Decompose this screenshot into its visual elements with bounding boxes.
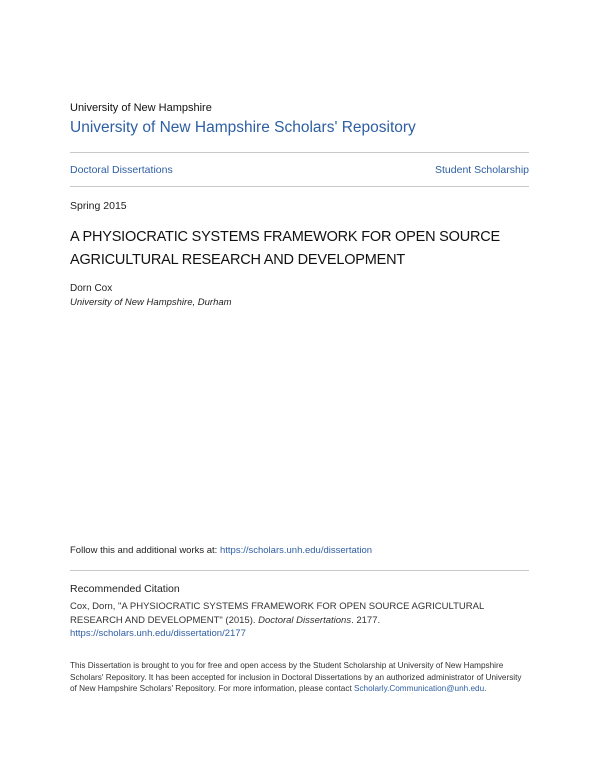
- author-name: Dorn Cox: [70, 283, 113, 294]
- citation-text: Cox, Dorn, "A PHYSIOCRATIC SYSTEMS FRAMEWORK FOR OPEN SOURCE AGRICULTURAL RESEARCH AND DEVELOPMENT" (2015).: [70, 601, 484, 626]
- contact-email-link[interactable]: Scholarly.Communication@unh.edu: [354, 684, 485, 693]
- footer-text: This Dissertation is brought to you for free and open access by the Student Scholarship at University of New Hampshire Scholars' Repository. It has been accepted for inclusion in Doctoral Dissertations by an authorized administrator of University of New Hampshire Scholars' Repository. For more information, please contact: [70, 661, 522, 693]
- follow-line: [70, 545, 372, 556]
- follow-url-link[interactable]: https://scholars.unh.edu/dissertation: [219, 545, 373, 556]
- divider-top: [70, 152, 529, 153]
- author-affiliation: University of New Hampshire, Durham: [70, 297, 232, 308]
- student-scholarship-link[interactable]: Student Scholarship: [435, 164, 529, 176]
- doctoral-dissertations-link[interactable]: Doctoral Dissertations: [70, 164, 173, 176]
- divider-citation: [70, 570, 529, 571]
- citation-number: . 2177.: [351, 614, 381, 626]
- citation-block: [70, 600, 530, 641]
- document-title: A PHYSIOCRATIC SYSTEMS FRAMEWORK FOR OPEN SOURCE AGRICULTURAL RESEARCH AND DEVELOPMENT: [70, 229, 501, 268]
- publication-date: Spring 2015: [70, 200, 127, 212]
- citation-url-link[interactable]: https://scholars.unh.edu/dissertation/2177: [70, 628, 246, 639]
- footer-end: .: [484, 684, 487, 693]
- citation-journal: Doctoral Dissertations: [258, 614, 352, 626]
- divider-collections: [70, 186, 529, 187]
- citation-heading: Recommended Citation: [70, 583, 180, 595]
- follow-text: Follow this and additional works at:: [70, 545, 220, 556]
- repository-link[interactable]: University of New Hampshire Scholars' Repository: [70, 119, 416, 136]
- institution-name: University of New Hampshire: [70, 102, 212, 114]
- footer-notice: [70, 660, 530, 695]
